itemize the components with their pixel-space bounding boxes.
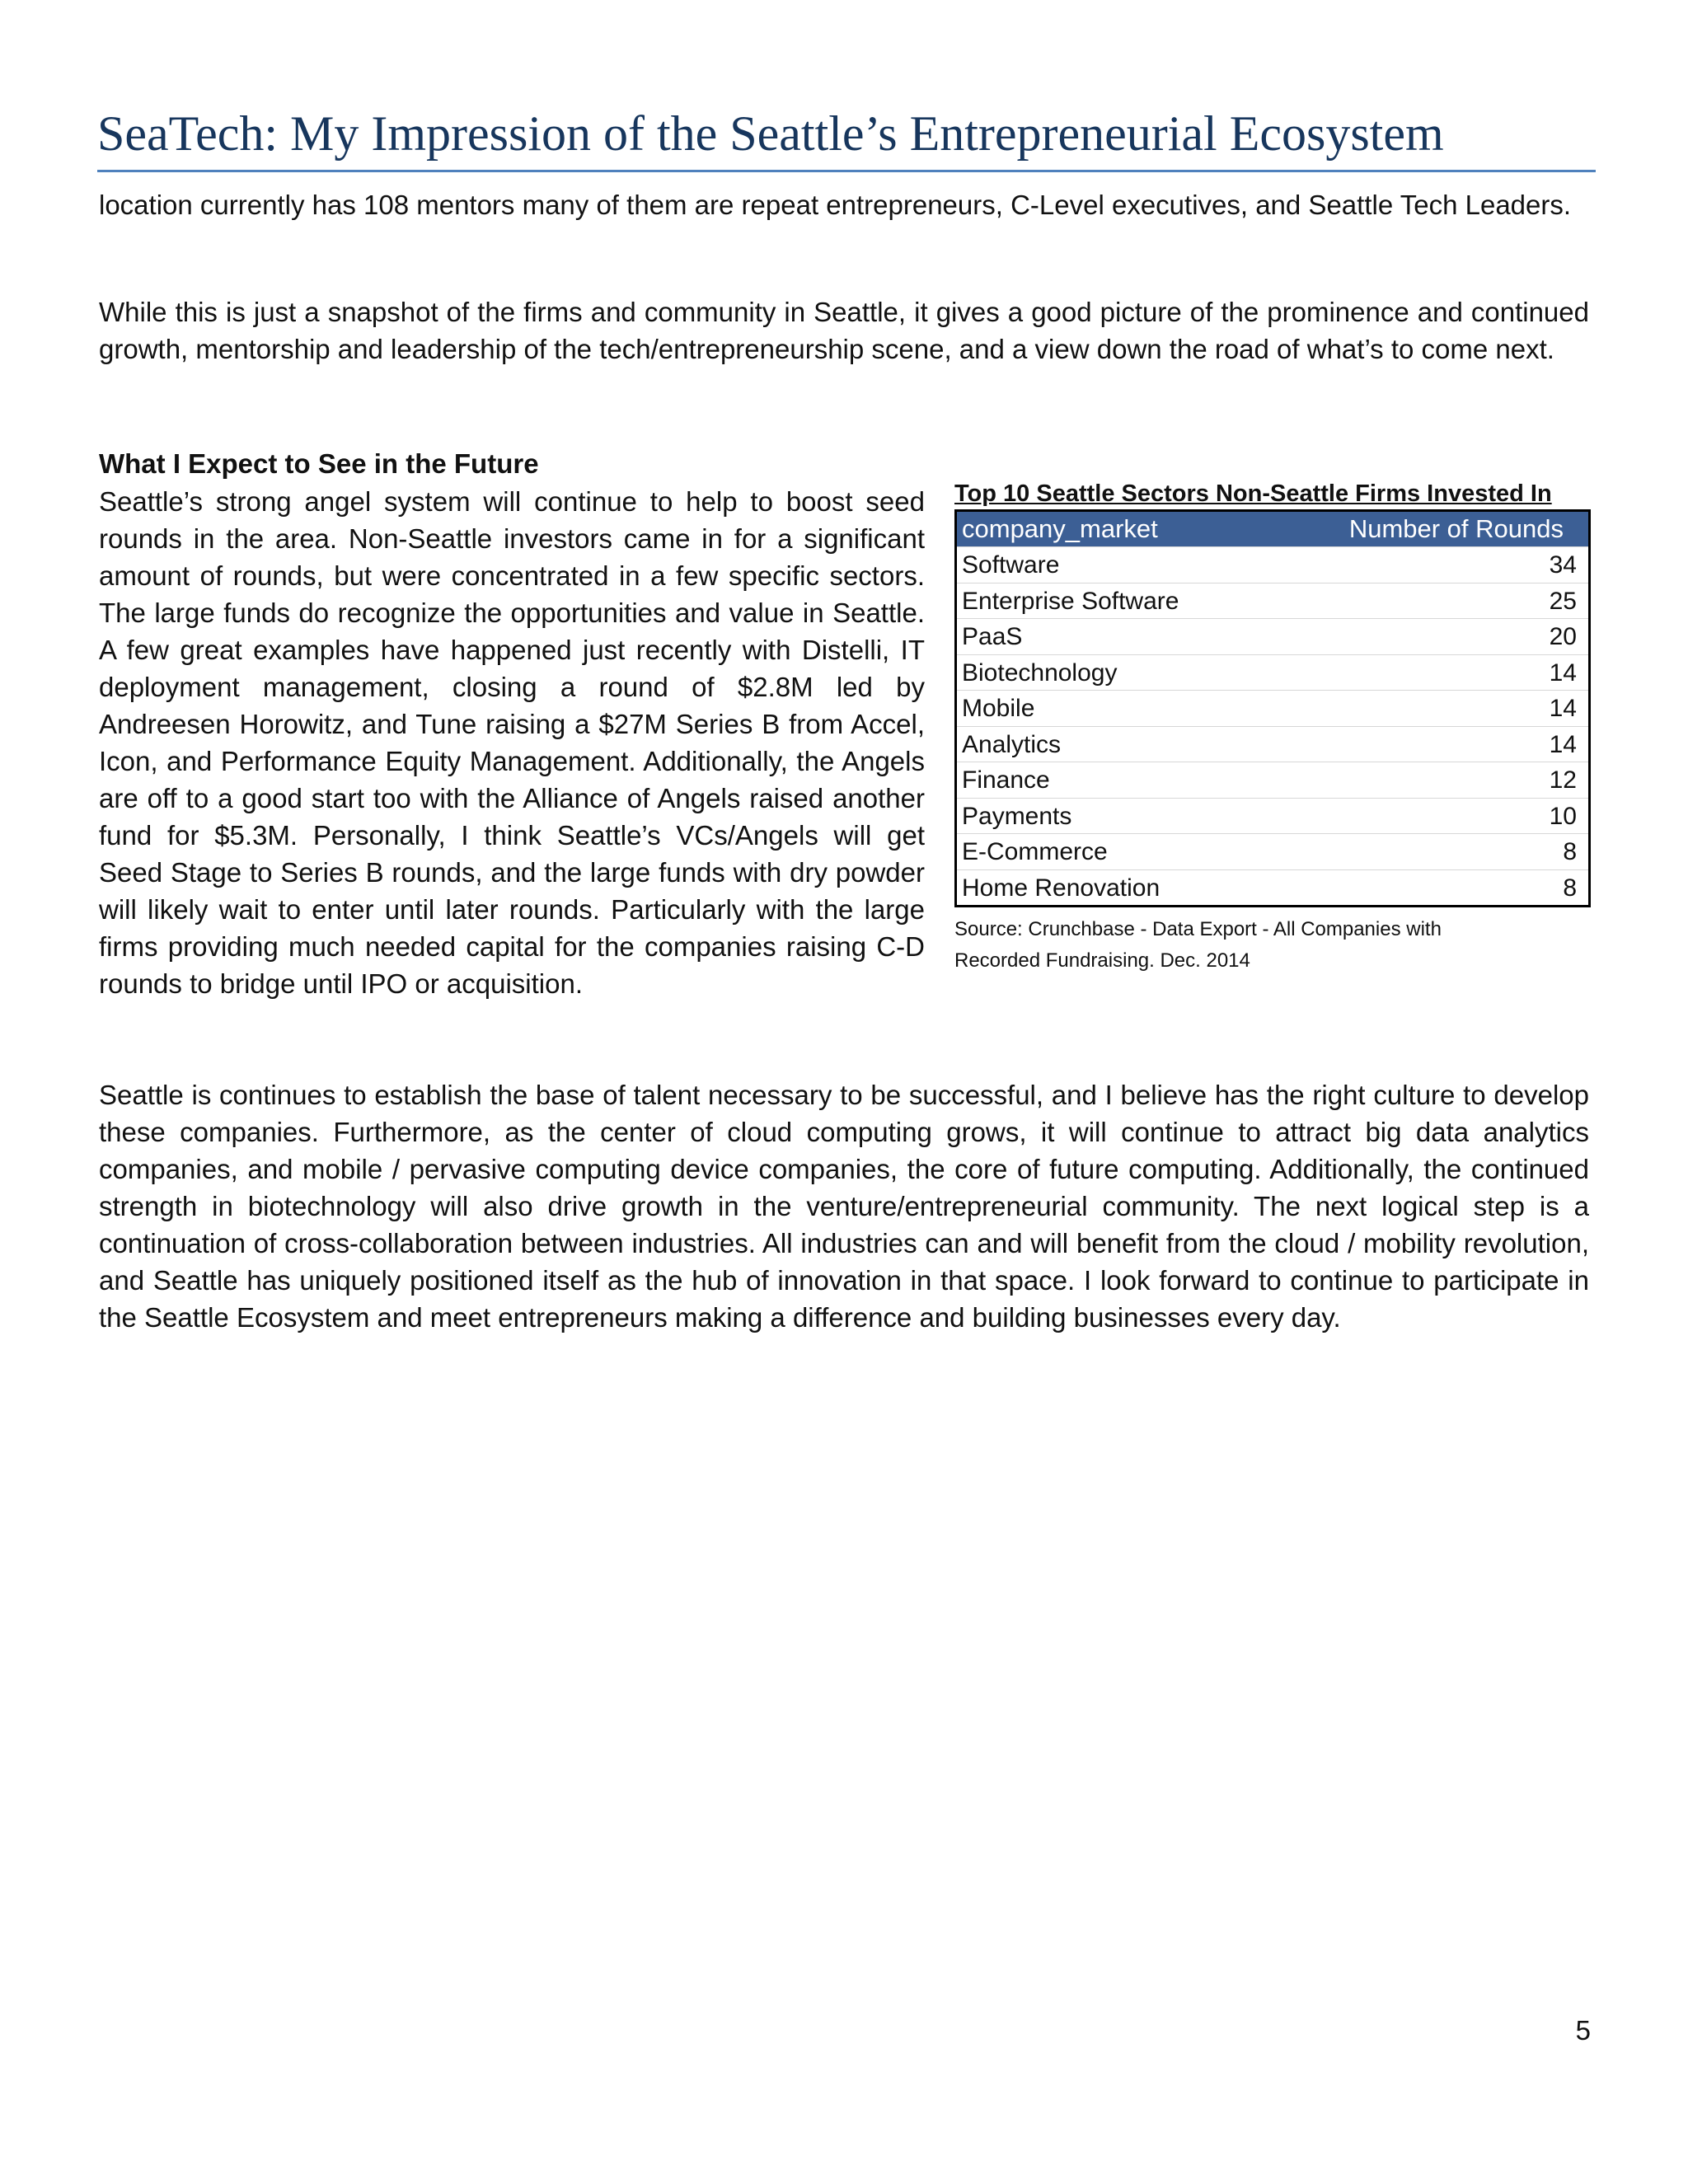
table-cell-rounds: 12	[1549, 766, 1577, 794]
table-cell-rounds: 25	[1549, 587, 1577, 615]
table-row	[957, 546, 1588, 583]
table-cell-rounds: 34	[1549, 551, 1577, 579]
table-row	[957, 833, 1588, 869]
table-source-note: Source: Crunchbase - Data Export - All Companies with Recorded Fundraising. Dec. 2014	[954, 918, 1442, 972]
table-cell-rounds: 14	[1549, 658, 1577, 687]
table-cell-market: Enterprise Software	[962, 587, 1179, 615]
table-cell-market: Payments	[962, 802, 1072, 830]
table-header-rounds: Number of Rounds	[1348, 514, 1564, 543]
table-cell-market: Analytics	[962, 730, 1062, 758]
table-row	[957, 762, 1588, 798]
body-paragraph-4: Seattle is continues to establish the base of talent necessary to be successful, and I believe has the right culture to develop these companies. Furthermore, as the center of cloud computing grows, it will continue to attract big data analytics companies, and mobile / pervasive computing device companies, the core of future computing. Additionally, the continued strength in biotechnology will also drive growth in the venture/entrepreneurial community. The next logical step is a continuation of cross-collaboration between industries. All industries can and will benefit from the cloud / mobility revolution, and Seattle has uniquely positioned itself as the hub of innovation in that space. I look forward to continue to participate in the Seattle Ecosystem and meet entrepreneurs making a difference and building businesses every day.	[99, 1080, 1589, 1333]
table-row	[957, 654, 1588, 691]
table-cell-market: Software	[962, 551, 1060, 579]
table-row	[957, 869, 1588, 906]
table-cell-rounds: 14	[1549, 695, 1577, 722]
table-header-market: company_market	[962, 514, 1158, 543]
table-cell-rounds: 8	[1563, 874, 1577, 902]
table-cell-market: Mobile	[962, 695, 1035, 722]
table-row	[957, 690, 1588, 726]
table-cell-rounds: 20	[1549, 623, 1577, 650]
table-row	[957, 618, 1588, 654]
table-cell-rounds: 10	[1549, 802, 1577, 830]
sector-table	[954, 509, 1591, 907]
table-cell-market: PaaS	[962, 623, 1023, 650]
page-title: SeaTech: My Impression of the Seattle’s Entrepreneurial Ecosystem	[97, 106, 1444, 161]
body-paragraph-2: While this is just a snapshot of the firms and community in Seattle, it gives a good picture of the prominence and continued growth, mentorship and leadership of the tech/entrepreneurship scene, and a view down the road of what’s to come next.	[99, 297, 1589, 364]
table-cell-rounds: 14	[1549, 730, 1577, 758]
table-cell-market: E-Commerce	[962, 838, 1108, 865]
table-cell-market: Biotechnology	[962, 658, 1118, 687]
body-paragraph-3: Seattle’s strong angel system will continue to help to boost seed rounds in the area. Non-Seattle investors came in for a significant amount of rounds, but were concentrated in a few specific sectors. The large funds do recognize the opportunities and value in Seattle. A few great examples have happened just recently with Distelli, IT deployment management, closing a round of $2.8M led by Andreesen Horowitz, and Tune raising a $27M Series B from Accel, Icon, and Performance Equity Management. Additionally, the Angels are off to a good start too with the Alliance of Angels raised another fund for $5.3M. Personally, I think Seattle’s VCs/Angels will get Seed Stage to Series B rounds, and the large funds with dry powder will likely wait to enter until later rounds. Particularly with the large firms providing much needed capital for the companies raising C-D rounds to bridge until IPO or acquisition.	[99, 486, 925, 999]
table-cell-rounds: 8	[1563, 838, 1577, 865]
table-row	[957, 726, 1588, 762]
page-number: 5	[1575, 2015, 1591, 2046]
table-cell-market: Finance	[962, 766, 1050, 794]
table-row	[957, 583, 1588, 619]
table-header-row	[957, 512, 1588, 546]
table-cell-market: Home Renovation	[962, 874, 1160, 902]
title-divider	[97, 170, 1596, 172]
body-paragraph-1: location currently has 108 mentors many of them are repeat entrepreneurs, C-Level executives, and Seattle Tech Leaders.	[99, 190, 1572, 220]
section-heading: What I Expect to See in the Future	[99, 448, 539, 479]
sector-table-block	[954, 478, 1591, 977]
table-title: Top 10 Seattle Sectors Non-Seattle Firms Invested In	[954, 480, 1552, 507]
table-row	[957, 798, 1588, 834]
